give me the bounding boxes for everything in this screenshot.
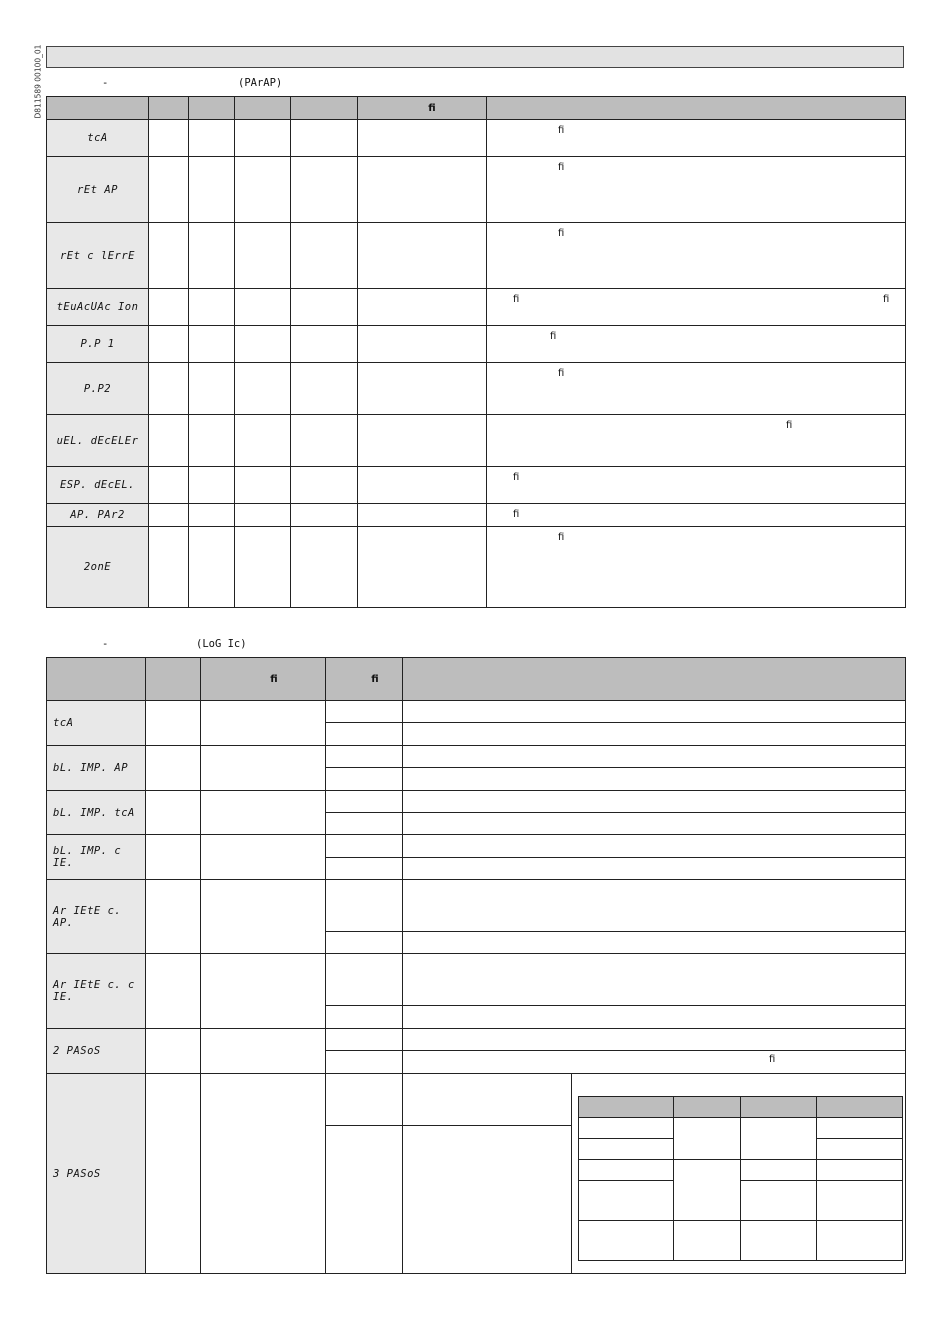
logic-name: bL. IMP. AP [47,746,146,791]
ligature-fi: fi [769,1054,776,1065]
table-row [47,120,906,157]
ligature-fi: fi [558,162,565,173]
ligature-fi: fi [513,294,520,305]
document-code-text: D811589 00100_01 [33,44,43,119]
ligature-fi: fi [558,532,565,543]
logic-name: tcA [47,701,146,746]
param-name: rEt c lErrE [47,223,149,289]
section1-dash: - [102,77,109,89]
sub-table [578,1096,903,1261]
ligature-fi: fi [513,509,520,520]
table-row [47,1074,906,1126]
header-cell [189,97,235,120]
table-row [47,289,906,326]
ligature-fi: fi [550,331,557,342]
table-row [47,363,906,415]
section2-dash: - [102,638,109,650]
logic-name: bL. IMP. c IE. [47,835,146,880]
ligature-fi: fi [558,368,565,379]
table-row [47,223,906,289]
logic-name: bL. IMP. tcA [47,791,146,835]
table-row [47,415,906,467]
logic-name: 3 PASoS [47,1074,146,1274]
header-cell [403,658,906,701]
param-name: AP. PAr2 [47,504,149,527]
ligature-fi: fi [883,294,890,305]
ligature-fi: fi [558,125,565,136]
table-row [47,326,906,363]
sub-table-cell [572,1074,906,1274]
section2-menu-name: (LoG Ic) [196,638,247,650]
table-row [47,157,906,223]
table-row [47,1029,906,1051]
table-row [47,527,906,608]
header-cell [47,97,149,120]
logic-name: 2 PASoS [47,1029,146,1074]
param-name: P.P 1 [47,326,149,363]
ligature-fi: fi [786,420,793,431]
header-cell [47,658,146,701]
header-cell [235,97,291,120]
param-name: tEuAcUAc Ion [47,289,149,326]
table-row [47,467,906,504]
header-cell [487,97,906,120]
param-name: uEL. dEcELEr [47,415,149,467]
header-cell [146,658,201,701]
parameters-table [46,96,906,608]
header-cell-fi: fi [358,97,487,120]
param-name: 2onE [47,527,149,608]
table-row [47,504,906,527]
section1-menu-name: (PArAP) [238,77,283,89]
table-row [47,791,906,813]
header-cell-fi: fi [201,658,326,701]
ligature-fi: fi [558,228,565,239]
logic-table [46,657,906,1274]
table-header [47,658,906,701]
logic-name: Ar IEtE c. AP. [47,880,146,954]
param-name: rEt AP [47,157,149,223]
table-header [47,97,906,120]
param-name: ESP. dEcEL. [47,467,149,504]
logic-name: Ar IEtE c. c IE. [47,954,146,1029]
document-code [30,46,44,122]
table-row [47,954,906,1006]
param-name: tcA [47,120,149,157]
ligature-fi: fi [513,472,520,483]
table-row [47,701,906,723]
param-name: P.P2 [47,363,149,415]
table-row [47,835,906,858]
table-row [47,880,906,932]
header-cell-fi: fi [326,658,403,701]
table-row [47,746,906,768]
header-cell [291,97,358,120]
header-cell [149,97,189,120]
section-title-bar [46,46,904,68]
